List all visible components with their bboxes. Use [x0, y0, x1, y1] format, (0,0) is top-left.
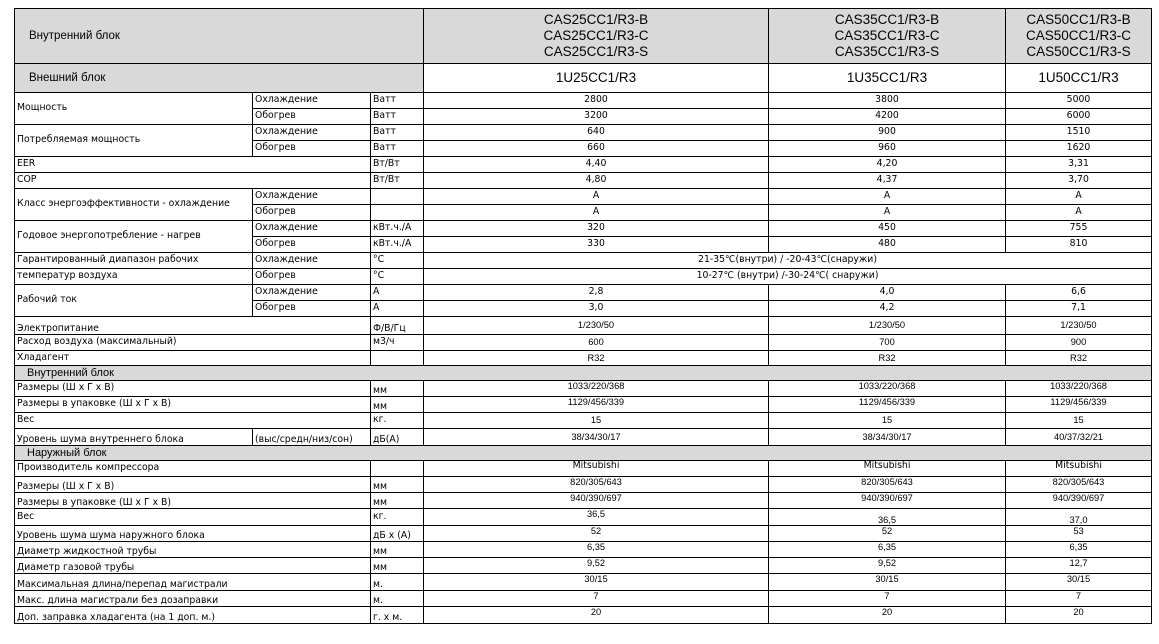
cell-value: R32 — [769, 351, 1006, 366]
cell-value: 960 — [769, 141, 1006, 157]
cell-value: A — [769, 205, 1006, 221]
cell-value: R32 — [424, 351, 769, 366]
outdoor-noise-label: Уровень шума шума наружного блока — [15, 526, 371, 542]
cell-value: R32 — [1006, 351, 1152, 366]
cop-label: COP — [15, 173, 371, 189]
model-35-outdoor: 1U35CC1/R3 — [769, 64, 1006, 93]
annual-consumption-label: Годовое энергопотребление - нагрев — [15, 221, 253, 253]
range-cooling-value: 21-35℃(внутри) / -20-43℃(снаружи) — [424, 253, 1152, 269]
table-row — [15, 542, 1152, 558]
cell-value: 1620 — [1006, 141, 1152, 157]
supply-label: Электропитание — [15, 317, 371, 335]
cell-value: A — [1006, 189, 1152, 205]
cell-value: 4,80 — [424, 173, 769, 189]
unit-label — [371, 189, 424, 205]
cell-value: 660 — [424, 141, 769, 157]
cell-value: 4,2 — [769, 301, 1006, 317]
unit-label: мм — [371, 542, 424, 558]
mode-label: Обогрев — [253, 205, 371, 221]
unit-label: г. х м. — [371, 607, 424, 624]
cell-value: 330 — [424, 237, 769, 253]
cell-value: 9,52 — [769, 558, 1006, 574]
cell-value: 6000 — [1006, 109, 1152, 125]
cell-value: 820/305/643 — [1006, 477, 1152, 493]
cell-value: 7 — [424, 591, 769, 607]
unit-label: кВт.ч./А — [371, 221, 424, 237]
mode-label: Обогрев — [253, 141, 371, 157]
table-row — [15, 317, 1152, 335]
power-label: Мощность — [15, 93, 253, 125]
cell-value: 20 — [424, 607, 769, 624]
outdoor-unit-header: Внешний блок — [15, 64, 424, 93]
cell-value: Mitsubishi — [769, 461, 1006, 477]
model-25-indoor: CAS25CC1/R3-B CAS25CC1/R3-C CAS25CC1/R3-S — [424, 9, 769, 64]
eer-label: EER — [15, 157, 371, 173]
cell-value: 4200 — [769, 109, 1006, 125]
cell-value: 3200 — [424, 109, 769, 125]
unit-label: А — [371, 301, 424, 317]
unit-label: м3/ч — [371, 335, 424, 351]
cell-value: 3,0 — [424, 301, 769, 317]
refrigerant-label: Хладагент — [15, 351, 371, 366]
cell-value: A — [424, 189, 769, 205]
cell-value: 38/34/30/17 — [769, 429, 1006, 446]
noise-mode-label: (выс/средн/низ/сон) — [253, 429, 371, 446]
unit-label: Вт/Вт — [371, 173, 424, 189]
unit-label: кг. — [371, 413, 424, 429]
cell-value: 1510 — [1006, 125, 1152, 141]
mode-label: Охлаждение — [253, 93, 371, 109]
table-row — [15, 397, 1152, 413]
cell-value: 6,35 — [1006, 542, 1152, 558]
table-row — [15, 285, 1152, 301]
table-row — [15, 591, 1152, 607]
cell-value: 2,8 — [424, 285, 769, 301]
unit-label: Вт/Вт — [371, 157, 424, 173]
table-row — [15, 477, 1152, 493]
table-row — [15, 413, 1152, 429]
table-row — [15, 509, 1152, 526]
unit-label: дБ х (А) — [371, 526, 424, 542]
mode-label: Охлаждение — [253, 285, 371, 301]
cell-value: 940/390/697 — [1006, 493, 1152, 509]
unit-label: кВт.ч./А — [371, 237, 424, 253]
model-50-outdoor: 1U50CC1/R3 — [1006, 64, 1152, 93]
unit-label: °С — [371, 269, 424, 285]
mode-label: Охлаждение — [253, 189, 371, 205]
unit-label — [371, 205, 424, 221]
cell-value: 4,40 — [424, 157, 769, 173]
current-label: Рабочий ток — [15, 285, 253, 317]
cell-value: 4,20 — [769, 157, 1006, 173]
cell-value: 940/390/697 — [424, 493, 769, 509]
table-row — [15, 221, 1152, 237]
table-row — [15, 493, 1152, 509]
unit-label: дБ(А) — [371, 429, 424, 446]
cell-value: 820/305/643 — [769, 477, 1006, 493]
cell-value: 7 — [1006, 591, 1152, 607]
unit-label: мм — [371, 558, 424, 574]
cell-value: 1/230/50 — [1006, 317, 1152, 335]
cell-value: 15 — [1006, 413, 1152, 429]
cell-value: 755 — [1006, 221, 1152, 237]
cell-value: 900 — [1006, 335, 1152, 351]
cell-value: 1129/456/339 — [1006, 397, 1152, 413]
cell-value: 1129/456/339 — [769, 397, 1006, 413]
section-row — [15, 446, 1152, 461]
mode-label: Охлаждение — [253, 125, 371, 141]
cell-value: 900 — [769, 125, 1006, 141]
table-row — [15, 461, 1152, 477]
compressor-label: Производитель компрессора — [15, 461, 371, 477]
mode-label: Обогрев — [253, 109, 371, 125]
cell-value: 700 — [769, 335, 1006, 351]
cell-value: 15 — [424, 413, 769, 429]
mode-label: Обогрев — [253, 237, 371, 253]
cell-value: 52 — [769, 526, 1006, 542]
section-row — [15, 366, 1152, 381]
model-35-indoor: CAS35CC1/R3-B CAS35CC1/R3-C CAS35CC1/R3-S — [769, 9, 1006, 64]
unit-label — [371, 351, 424, 366]
table-row — [15, 157, 1152, 173]
cell-value: 52 — [424, 526, 769, 542]
table-row — [15, 93, 1152, 109]
cell-value: 480 — [769, 237, 1006, 253]
unit-label: мм — [371, 397, 424, 413]
cell-value: 600 — [424, 335, 769, 351]
table-row — [15, 607, 1152, 624]
airflow-label: Расход воздуха (максимальный) — [15, 335, 371, 351]
cell-value: 36,5 — [769, 509, 1006, 526]
model-50-indoor: CAS50CC1/R3-B CAS50CC1/R3-C CAS50CC1/R3-S — [1006, 9, 1152, 64]
unit-label: Ватт — [371, 109, 424, 125]
table-row — [15, 335, 1152, 351]
cell-value: 1033/220/368 — [1006, 381, 1152, 397]
unit-label: А — [371, 285, 424, 301]
outdoor-dims-label: Размеры (Ш х Г х В) — [15, 477, 371, 493]
table-row — [15, 574, 1152, 591]
cell-value: 38/34/30/17 — [424, 429, 769, 446]
cell-value: 53 — [1006, 526, 1152, 542]
cell-value: 6,35 — [769, 542, 1006, 558]
table-row — [15, 558, 1152, 574]
table-row — [15, 526, 1152, 542]
range-label-line1: Гарантированный диапазон рабочих — [15, 253, 253, 269]
cell-value: 1129/456/339 — [424, 397, 769, 413]
gas-pipe-label: Диаметр газовой трубы — [15, 558, 371, 574]
indoor-pack-label: Размеры в упаковке (Ш х Г х В) — [15, 397, 371, 413]
cell-value: Mitsubishi — [424, 461, 769, 477]
mode-label: Обогрев — [253, 301, 371, 317]
cell-value: 450 — [769, 221, 1006, 237]
cell-value: 4,37 — [769, 173, 1006, 189]
cell-value: 1033/220/368 — [769, 381, 1006, 397]
cell-value: 1033/220/368 — [424, 381, 769, 397]
cell-value: A — [769, 189, 1006, 205]
cell-value: Mitsubishi — [1006, 461, 1152, 477]
range-label-line2: температур воздуха — [15, 269, 253, 285]
cell-value: 4,0 — [769, 285, 1006, 301]
cell-value: 40/37/32/21 — [1006, 429, 1152, 446]
cell-value: 7,1 — [1006, 301, 1152, 317]
indoor-noise-label: Уровень шума внутреннего блока — [15, 429, 253, 446]
mode-label: Обогрев — [253, 269, 371, 285]
outdoor-weight-label: Вес — [15, 509, 371, 526]
indoor-weight-label: Вес — [15, 413, 371, 429]
liquid-pipe-label: Диаметр жидкостной трубы — [15, 542, 371, 558]
cell-value: 5000 — [1006, 93, 1152, 109]
unit-label: мм — [371, 477, 424, 493]
cell-value: 3,31 — [1006, 157, 1152, 173]
spec-table — [14, 8, 1152, 624]
mode-label: Охлаждение — [253, 253, 371, 269]
table-row — [15, 253, 1152, 269]
outdoor-section-title: Наружный блок — [15, 446, 1152, 461]
model-25-outdoor: 1U25CC1/R3 — [424, 64, 769, 93]
unit-label: Ф/В/Гц — [371, 317, 424, 335]
cell-value: 640 — [424, 125, 769, 141]
unit-label: м. — [371, 591, 424, 607]
cell-value: 6,35 — [424, 542, 769, 558]
table-row — [15, 125, 1152, 141]
unit-label: Ватт — [371, 125, 424, 141]
max-length-label: Максимальная длина/перепад магистрали — [15, 574, 371, 591]
indoor-section-title: Внутренний блок — [15, 366, 1152, 381]
cell-value: 2800 — [424, 93, 769, 109]
cell-value: 30/15 — [1006, 574, 1152, 591]
table-row — [15, 429, 1152, 446]
mode-label: Охлаждение — [253, 221, 371, 237]
range-heating-value: 10-27℃ (внутри) /-30-24℃( снаружи) — [424, 269, 1152, 285]
unit-label: м. — [371, 574, 424, 591]
cell-value: A — [1006, 205, 1152, 221]
cell-value: 810 — [1006, 237, 1152, 253]
cell-value: 12,7 — [1006, 558, 1152, 574]
cell-value: 9,52 — [424, 558, 769, 574]
unit-label: Ватт — [371, 141, 424, 157]
unit-label: мм — [371, 493, 424, 509]
table-row — [15, 189, 1152, 205]
cell-value: 15 — [769, 413, 1006, 429]
unit-label: °С — [371, 253, 424, 269]
table-row — [15, 351, 1152, 366]
cell-value: 3,70 — [1006, 173, 1152, 189]
indoor-dims-label: Размеры (Ш х Г х В) — [15, 381, 371, 397]
cell-value: 20 — [1006, 607, 1152, 624]
additional-refrigerant-label: Доп. заправка хладагента (на 1 доп. м.) — [15, 607, 371, 624]
max-length-no-refill-label: Макс. длина магистрали без дозаправки — [15, 591, 371, 607]
cell-value: 30/15 — [769, 574, 1006, 591]
unit-label: Ватт — [371, 93, 424, 109]
cell-value: A — [424, 205, 769, 221]
table-row — [15, 381, 1152, 397]
cell-value: 20 — [769, 607, 1006, 624]
cell-value: 37,0 — [1006, 509, 1152, 526]
unit-label: кг. — [371, 509, 424, 526]
unit-label — [371, 461, 424, 477]
table-row — [15, 269, 1152, 285]
table-row — [15, 173, 1152, 189]
cell-value: 3800 — [769, 93, 1006, 109]
consumption-label: Потребляемая мощность — [15, 125, 253, 157]
cell-value: 940/390/697 — [769, 493, 1006, 509]
unit-label: мм — [371, 381, 424, 397]
cell-value: 30/15 — [424, 574, 769, 591]
outdoor-pack-label: Размеры в упаковке (Ш х Г х В) — [15, 493, 371, 509]
cell-value: 7 — [769, 591, 1006, 607]
cell-value: 6,6 — [1006, 285, 1152, 301]
energy-class-label: Класс энергоэффективности - охлаждение — [15, 189, 253, 221]
cell-value: 320 — [424, 221, 769, 237]
cell-value: 1/230/50 — [769, 317, 1006, 335]
cell-value: 36,5 — [424, 509, 769, 526]
indoor-unit-header: Внутренний блок — [15, 9, 424, 64]
cell-value: 820/305/643 — [424, 477, 769, 493]
cell-value: 1/230/50 — [424, 317, 769, 335]
